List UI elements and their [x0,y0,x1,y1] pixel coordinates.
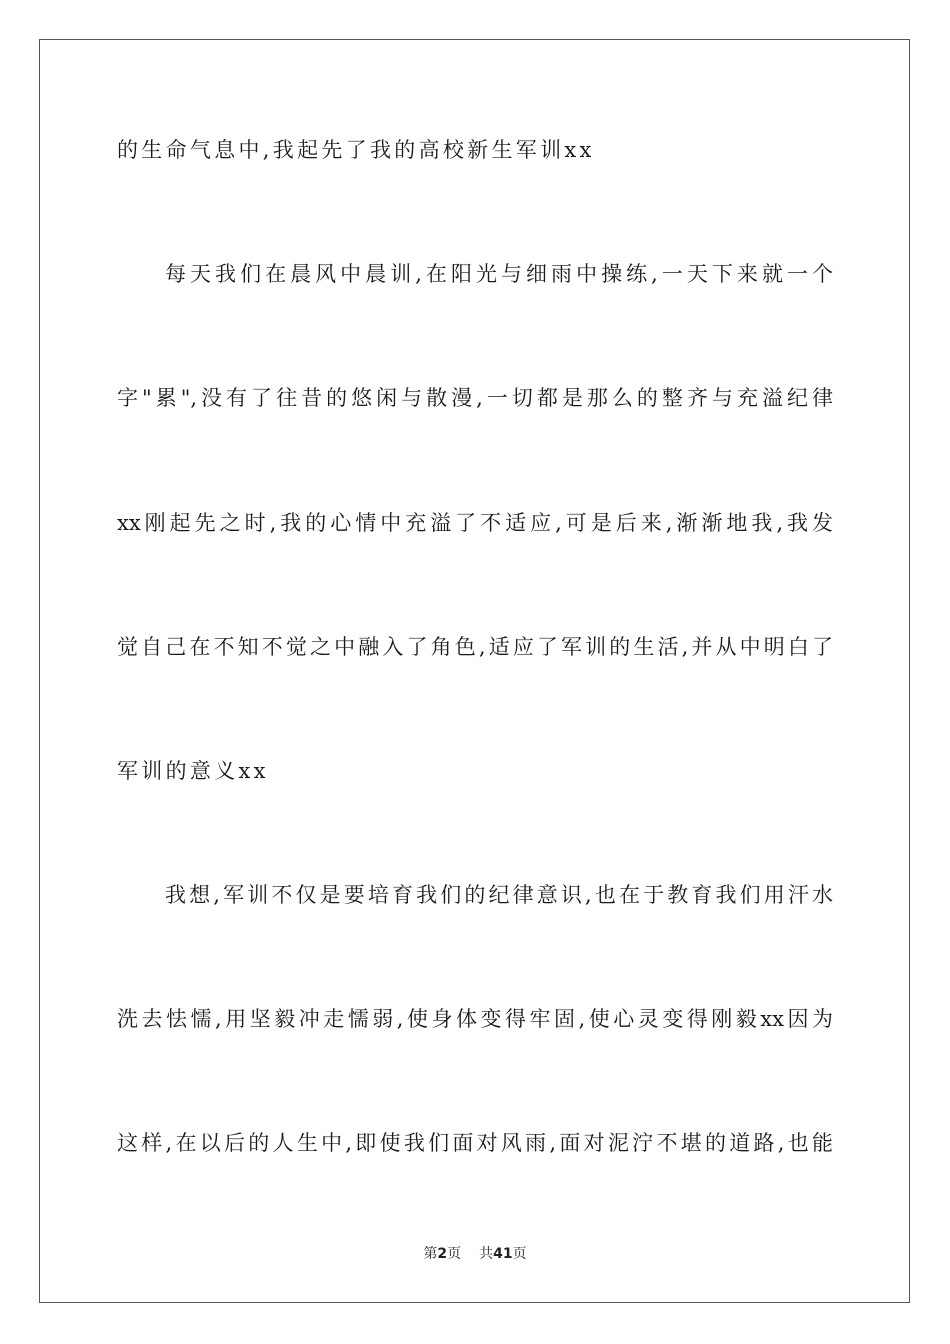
body-line-6: 军训的意义xx [117,759,269,783]
page-border [39,39,910,1303]
body-line-9: 这样,在以后的人生中,即使我们面对风雨,面对泥泞不堪的道路,也能 [117,1131,833,1155]
total-prefix: 共 [479,1246,494,1262]
total-page-count: 41 [493,1246,513,1262]
body-line-8: 洗去怯懦,用坚毅冲走懦弱,使身体变得牢固,使心灵变得刚毅xx因为 [117,1007,833,1031]
body-line-5: 觉自己在不知不觉之中融入了角色,适应了军训的生活,并从中明白了 [117,635,833,659]
page-prefix: 第 [423,1246,438,1262]
total-suffix: 页 [512,1246,527,1262]
body-line-1: 的生命气息中,我起先了我的高校新生军训xx [117,138,595,162]
body-line-2: 每天我们在晨风中晨训,在阳光与细雨中操练,一天下来就一个 [165,262,833,286]
body-line-7: 我想,军训不仅是要培育我们的纪律意识,也在于教育我们用汗水 [165,883,833,907]
current-page-number: 2 [437,1246,448,1262]
page-footer [0,1245,950,1263]
page-suffix: 页 [447,1246,462,1262]
body-line-4: xx刚起先之时,我的心情中充溢了不适应,可是后来,渐渐地我,我发 [117,511,833,535]
body-line-3: 字"累",没有了往昔的悠闲与散漫,一切都是那么的整齐与充溢纪律 [117,386,833,410]
